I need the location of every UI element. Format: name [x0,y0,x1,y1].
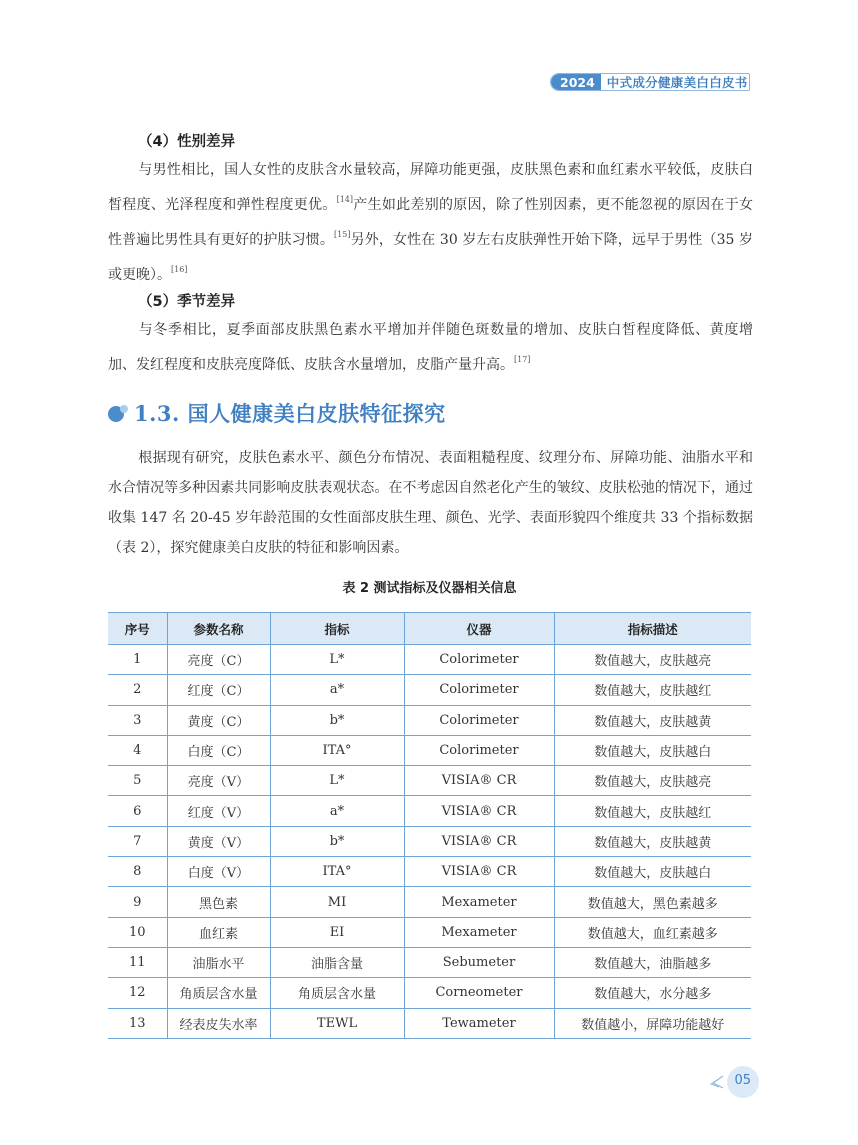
header-param: 参数名称 [167,613,270,645]
table-row [108,705,751,735]
section-heading [108,397,446,429]
header-year: 2024 [551,74,601,90]
cell-index: 4 [108,735,167,765]
cell-metric: ITA° [270,857,404,887]
cell-description: 数值越大，皮肤越黄 [554,826,751,856]
cell-description: 数值越大，水分越多 [554,978,751,1008]
cell-instrument: Colorimeter [404,705,554,735]
cell-param: 白度（C） [167,735,270,765]
table-row [108,735,751,765]
cell-param: 黄度（V） [167,826,270,856]
page-number: 05 [734,1073,751,1088]
cell-param: 亮度（C） [167,645,270,675]
cell-param: 黑色素 [167,887,270,917]
section-title: 1.3. 国人健康美白皮肤特征探究 [134,401,446,426]
cell-instrument: Mexameter [404,887,554,917]
cell-instrument: VISIA® CR [404,826,554,856]
cell-index: 9 [108,887,167,917]
header-metric: 指标 [270,613,404,645]
gender-paragraph [108,155,753,290]
header-index: 序号 [108,613,167,645]
table-caption: 表 2 测试指标及仪器相关信息 [342,581,517,596]
table-row [108,887,751,917]
citation-ref: [17] [514,355,531,364]
header-badge [550,73,750,91]
cell-index: 13 [108,1008,167,1038]
cell-metric: b* [270,826,404,856]
cell-index: 8 [108,857,167,887]
cell-description: 数值越小，屏障功能越好 [554,1008,751,1038]
table-row [108,857,751,887]
cell-metric: a* [270,796,404,826]
cell-index: 1 [108,645,167,675]
cell-description: 数值越大，皮肤越红 [554,796,751,826]
table-row [108,796,751,826]
cell-metric: MI [270,887,404,917]
cell-index: 7 [108,826,167,856]
header-title: 中式成分健康美白白皮书 [606,75,748,90]
cell-metric: ITA° [270,735,404,765]
season-heading: （5）季节差异 [138,294,236,310]
cell-description: 数值越大，皮肤越红 [554,675,751,705]
section-bullet-icon [108,403,128,423]
season-paragraph [108,315,753,380]
cell-metric: 油脂含量 [270,947,404,977]
table-row [108,826,751,856]
cell-index: 6 [108,796,167,826]
cell-index: 10 [108,917,167,947]
table-row [108,766,751,796]
cell-metric: L* [270,645,404,675]
cell-description: 数值越大，皮肤越白 [554,735,751,765]
cell-description: 数值越大，血红素越多 [554,917,751,947]
cell-index: 2 [108,675,167,705]
cell-index: 11 [108,947,167,977]
cell-description: 数值越大，皮肤越黄 [554,705,751,735]
table-header-row [108,613,751,645]
paragraph-text: 与男性相比，国人女性的皮肤含水量较高，屏障功能更强，皮肤黑色素和血红素水平较低，皮肤白皙程度、光泽程度和弹性程度更优。 [108,162,753,213]
cell-instrument: VISIA® CR [404,766,554,796]
cell-instrument: VISIA® CR [404,796,554,826]
cell-instrument: Mexameter [404,917,554,947]
paragraph-text: 另外，女性在 30 岁左右皮肤弹性开始下降，远早于男性（35 岁或更晚）。 [108,232,754,283]
table-row [108,675,751,705]
header-description: 指标描述 [554,613,751,645]
table-row [108,947,751,977]
cell-instrument: VISIA® CR [404,857,554,887]
table-row [108,917,751,947]
gender-heading: （4）性别差异 [138,134,236,150]
cell-param: 经表皮失水率 [167,1008,270,1038]
paragraph-text: 产生如此差别的原因，除了性别因素，更不能忽视的原因在于女性普遍比男性具有更好的护肤习惯。 [108,197,754,248]
cell-param: 红度（V） [167,796,270,826]
data-table [108,612,751,1039]
cell-instrument: Colorimeter [404,735,554,765]
table-row [108,978,751,1008]
header-instrument: 仪器 [404,613,554,645]
section-paragraph [108,443,753,563]
table-row [108,645,751,675]
cell-instrument: Tewameter [404,1008,554,1038]
cell-index: 5 [108,766,167,796]
page-number-badge [709,1066,759,1098]
cell-param: 角质层含水量 [167,978,270,1008]
cell-param: 红度（C） [167,675,270,705]
section-paragraph-text: 根据现有研究，皮肤色素水平、颜色分布情况、表面粗糙程度、纹理分布、屏障功能、油脂水平和水合情况等多种因素共同影响皮肤表观状态。在不考虑因自然老化产生的皱纹、皮肤松弛的情况下，通过收集 147 名 20-45 岁年龄范围的女性面部皮肤生理、颜色、光学、表面形貌四个维度共 33 个指标数据（表 2），探究健康美白皮肤的特征和影响因素。 [108,450,753,556]
cell-param: 油脂水平 [167,947,270,977]
cell-description: 数值越大，皮肤越白 [554,857,751,887]
cell-param: 血红素 [167,917,270,947]
cell-instrument: Colorimeter [404,645,554,675]
cell-description: 数值越大，皮肤越亮 [554,766,751,796]
page-corner-icon [709,1074,725,1090]
cell-instrument: Colorimeter [404,675,554,705]
cell-metric: 角质层含水量 [270,978,404,1008]
cell-metric: TEWL [270,1008,404,1038]
cell-param: 黄度（C） [167,705,270,735]
cell-index: 12 [108,978,167,1008]
citation-ref: [14] [336,195,353,204]
cell-description: 数值越大，皮肤越亮 [554,645,751,675]
cell-description: 数值越大，黑色素越多 [554,887,751,917]
cell-description: 数值越大，油脂越多 [554,947,751,977]
citation-ref: [15] [334,230,351,239]
cell-index: 3 [108,705,167,735]
paragraph-text: 与冬季相比，夏季面部皮肤黑色素水平增加并伴随色斑数量的增加、皮肤白皙程度降低、黄度增加、发红程度和皮肤亮度降低、皮肤含水量增加，皮脂产量升高。 [108,322,753,373]
cell-metric: b* [270,705,404,735]
cell-param: 亮度（V） [167,766,270,796]
citation-ref: [16] [171,265,188,274]
cell-instrument: Corneometer [404,978,554,1008]
cell-metric: a* [270,675,404,705]
cell-metric: EI [270,917,404,947]
table-row [108,1008,751,1038]
cell-param: 白度（V） [167,857,270,887]
cell-metric: L* [270,766,404,796]
cell-instrument: Sebumeter [404,947,554,977]
